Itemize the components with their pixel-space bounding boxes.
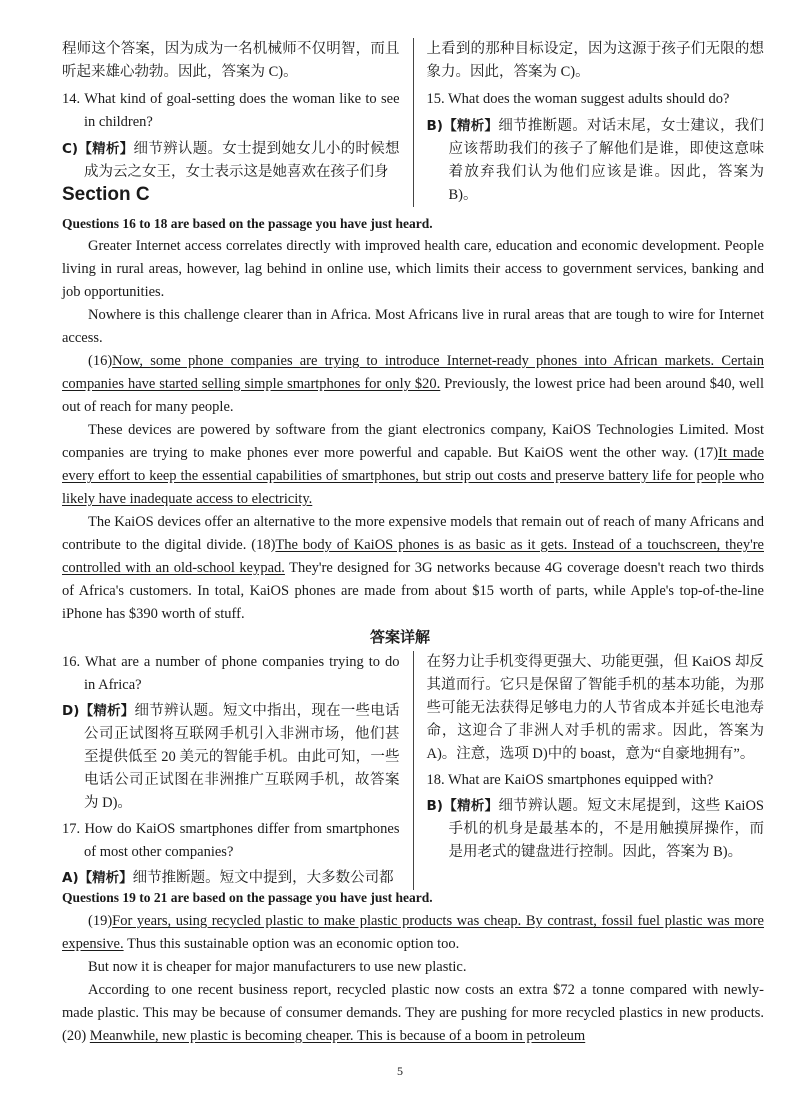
answer-18-tag: B)【精析】 (426, 798, 499, 814)
answer-17-tag: A)【精析】 (62, 870, 133, 886)
para-5-rest: They're designed for 3G networks because 4G coverage doesn't reach two thirds of Africa's customers. In total, KaiOS phones are made from about $15 worth of parts, while Apple's top-of-the-line iPhone has $390 worth of stuff. (62, 560, 764, 622)
marker-16: (16) (88, 353, 113, 369)
questions-16-18-heading: Questions 16 to 18 are based on the passage you have just heard. (62, 216, 433, 231)
passage-two-para-1 (62, 910, 764, 956)
passage-one-para-2: Nowhere is this challenge clearer than in Africa. Most Africans live in rural areas that are tough to wire for Internet access. (62, 307, 764, 346)
answer-17-text: 细节推断题。短文中提到，大多数公司都 (132, 870, 394, 886)
marker-19: (19) (88, 913, 113, 929)
passage-one-para-1: Greater Internet access correlates directly with improved health care, education and economic development. People living in rural areas, however, lag behind in online use, which limits their access to government services, banking and job opportunities. (62, 238, 764, 300)
top-right-column (413, 38, 765, 207)
answer-columns-16-18 (62, 651, 764, 890)
answers-left-column (62, 651, 413, 890)
answer-16 (62, 700, 400, 815)
question-16: 16. What are a number of phone companies trying to do in Africa? (62, 654, 400, 693)
answer-14-text: 细节辨认题。女士提到她女儿小的时候想成为云之女王，女士表示这是她喜欢在孩子们身 (84, 141, 400, 180)
answer-16-tag: D)【精析】 (62, 703, 135, 719)
section-title: Section C (62, 184, 150, 205)
answer-15 (427, 115, 765, 207)
para-4-lead: These devices are powered by software from the giant electronics company, KaiOS Technologies Limited. Most companies are trying to make phones ever more powerful and capable. But KaiOS went the other way. (17) (62, 422, 764, 461)
passage-one-para-3 (62, 350, 764, 419)
page-number: 5 (397, 1064, 403, 1078)
question-15: 15. What does the woman suggest adults should do? (426, 91, 730, 107)
answer-15-text: 细节推断题。对话末尾，女士建议，我们应该帮助我们的孩子了解他们是谁，即使这意味着放弃我们认为他们应该是谁。因此，答案为 B)。 (448, 118, 765, 203)
answer-16-text: 细节辨认题。短文中指出，现在一些电话公司正试图将互联网手机引入非洲市场，他们甚至提供低至 20 美元的智能手机。由此可知，一些电话公司正试图在非洲推广互联网手机，故答案为 D)。 (84, 703, 400, 811)
answer-18-text: 细节辨认题。短文末尾提到，这些 KaiOS 手机的机身是最基本的，不是用触摸屏操作，而是用老式的键盘进行控制。因此，答案为 B)。 (448, 798, 764, 860)
top-left-column (62, 38, 413, 207)
underlined-answer-17: It made every effort to keep the essential capabilities of smartphones, but strip out costs and preserve battery life for people who likely have inadequate access to electricity. (62, 445, 764, 507)
underlined-answer-19: For years, using recycled plastic to make plastic products was cheap. By contrast, fossil fuel plastic was more expensive. (62, 913, 764, 952)
question-17: 17. How do KaiOS smartphones differ from smartphones of most other companies? (62, 821, 400, 860)
answer-15-tag: B)【精析】 (426, 118, 499, 134)
answer-17-continuation: 在努力让手机变得更强大、功能更强，但 KaiOS 却反其道而行。它只是保留了智能手机的基本功能，为那些可能无法获得足够电力的人节省成本并延长电池寿命，这迎合了非洲人对手机的需求。因此，答案为 A)。注意，选项 D)中的 boast，意为“自豪地拥有”。 (426, 654, 764, 762)
answer-18 (427, 795, 765, 864)
para-3-lead: According to one recent business report, recycled plastic now costs an extra $72 a tonne compared with newly-made plastic. This may be because of consumer demands. They are pushing for more recycled plastics in new products. (20) (62, 982, 764, 1044)
para-3-rest: Previously, the lowest price had been around $40, well out of reach for many people. (62, 376, 764, 415)
underlined-answer-20: Meanwhile, new plastic is becoming cheaper. This is because of a boom in petroleum (89, 1028, 586, 1044)
answers-right-column (413, 651, 765, 890)
para-1-rest: Thus this sustainable option was an economic option too. (123, 936, 460, 952)
answers-title: 答案详解 (369, 628, 430, 646)
underlined-answer-16: Now, some phone companies are trying to introduce Internet-ready phones into African markets. Certain companies have started selling simple smartphones for only $20. (62, 353, 764, 392)
answer-14-continuation: 上看到的那种目标设定，因为这源于孩子们无限的想象力。因此，答案为 C)。 (426, 41, 764, 80)
questions-19-21-heading: Questions 19 to 21 are based on the passage you have just heard. (62, 890, 433, 905)
para-5-lead: The KaiOS devices offer an alternative to the more expensive models that remain out of reach of many Africans and contribute to the digital divide. (18) (62, 514, 764, 553)
answer-13-continuation: 程师这个答案，因为成为一名机械师不仅明智，而且听起来雄心勃勃。因此，答案为 C)。 (62, 41, 400, 80)
question-18: 18. What are KaiOS smartphones equipped with? (426, 772, 714, 788)
passage-one (62, 235, 764, 626)
passage-one-para-4 (62, 419, 764, 511)
answer-14 (62, 138, 400, 184)
question-14: 14. What kind of goal-setting does the woman like to see in children? (62, 91, 400, 130)
passage-two-para-2: But now it is cheaper for major manufacturers to use new plastic. (88, 959, 467, 975)
passage-two (62, 910, 764, 1048)
answer-14-tag: C)【精析】 (62, 141, 134, 157)
passage-one-para-5 (62, 511, 764, 626)
top-answer-columns (62, 38, 764, 207)
passage-two-para-3 (62, 979, 764, 1048)
underlined-answer-18: The body of KaiOS phones is as basic as it gets. Instead of a touchscreen, they're controlled with an old-school keypad. (62, 537, 764, 576)
